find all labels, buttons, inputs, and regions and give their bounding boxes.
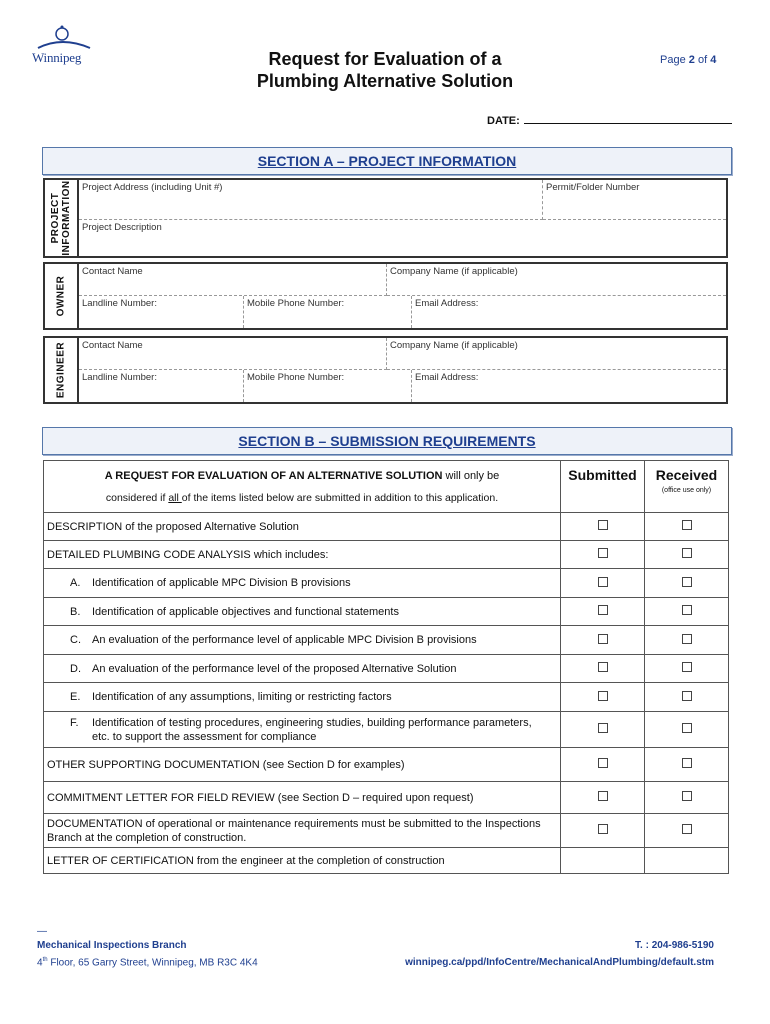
page-number: Page 2 of 4 [660, 54, 717, 66]
engineer-landline-field[interactable]: Landline Number: [79, 370, 244, 402]
footer-phone: T. : 204-986-5190 [635, 940, 714, 951]
submitted-checkbox[interactable] [598, 824, 608, 834]
permit-number-field[interactable]: Permit/Folder Number [543, 180, 726, 220]
requirement-text: A. Identification of applicable MPC Division B provisions [44, 569, 561, 598]
project-description-field[interactable]: Project Description [82, 222, 162, 233]
received-empty-cell [645, 848, 729, 874]
received-checkbox[interactable] [682, 520, 692, 530]
received-checkbox[interactable] [682, 758, 692, 768]
submitted-checkbox[interactable] [598, 605, 608, 615]
date-input-line[interactable] [524, 113, 732, 124]
section-a-header: SECTION A – PROJECT INFORMATION [42, 147, 732, 175]
submitted-checkbox[interactable] [598, 520, 608, 530]
engineer-contact-name-field[interactable]: Contact Name [79, 338, 387, 370]
date-label: DATE: [487, 115, 520, 127]
owner-block [43, 262, 728, 330]
requirement-text: DOCUMENTATION of operational or maintenance requirements must be submitted to the Inspections Branch at the completion of construction. [44, 814, 561, 848]
submission-requirements-table [43, 460, 729, 874]
submitted-checkbox[interactable] [598, 634, 608, 644]
engineer-company-name-field[interactable]: Company Name (if applicable) [387, 338, 726, 370]
submitted-checkbox[interactable] [598, 577, 608, 587]
document-title: Request for Evaluation of a Plumbing Alternative Solution [256, 49, 514, 91]
received-checkbox[interactable] [682, 723, 692, 733]
requirement-text: COMMITMENT LETTER FOR FIELD REVIEW (see Section D – required upon request) [44, 782, 561, 814]
table-row [44, 598, 729, 626]
requirement-text: OTHER SUPPORTING DOCUMENTATION (see Section D for examples) [44, 748, 561, 782]
owner-email-field[interactable]: Email Address: [415, 298, 479, 309]
table-row [44, 541, 729, 569]
submitted-checkbox[interactable] [598, 758, 608, 768]
submitted-checkbox[interactable] [598, 723, 608, 733]
footer-url-link[interactable]: winnipeg.ca/ppd/InfoCentre/MechanicalAndPlumbing/default.stm [405, 957, 714, 968]
footer-address: 4th Floor, 65 Garry Street, Winnipeg, MB R3C 4K4 [37, 957, 258, 969]
engineer-mobile-field[interactable]: Mobile Phone Number: [244, 370, 412, 402]
received-checkbox[interactable] [682, 791, 692, 801]
requirement-text: DETAILED PLUMBING CODE ANALYSIS which includes: [44, 541, 561, 569]
table-row [44, 848, 729, 874]
received-checkbox[interactable] [682, 824, 692, 834]
table-row [44, 569, 729, 598]
submitted-checkbox[interactable] [598, 791, 608, 801]
requirement-text: D. An evaluation of the performance level of the proposed Alternative Solution [44, 655, 561, 683]
project-side-label: PROJECT INFORMATION [45, 180, 79, 256]
table-row [44, 513, 729, 541]
received-checkbox[interactable] [682, 691, 692, 701]
engineer-email-field[interactable]: Email Address: [415, 372, 479, 383]
winnipeg-logo [30, 22, 100, 72]
submitted-checkbox[interactable] [598, 662, 608, 672]
date-field[interactable] [487, 113, 732, 127]
received-checkbox[interactable] [682, 548, 692, 558]
requirement-text: B. Identification of applicable objectives and functional statements [44, 598, 561, 626]
table-row [44, 748, 729, 782]
requirement-text: DESCRIPTION of the proposed Alternative Solution [44, 513, 561, 541]
owner-company-name-field[interactable]: Company Name (if applicable) [387, 264, 726, 296]
received-column-header: Received (office use only) [645, 461, 729, 513]
footer-branch: Mechanical Inspections Branch [37, 940, 187, 951]
table-row [44, 655, 729, 683]
received-checkbox[interactable] [682, 634, 692, 644]
owner-landline-field[interactable]: Landline Number: [79, 296, 244, 328]
table-header-row [44, 461, 729, 513]
footer-dash: — [37, 926, 47, 937]
table-row [44, 626, 729, 655]
submitted-checkbox[interactable] [598, 691, 608, 701]
logo-text: Winnipeg [32, 50, 82, 65]
table-row [44, 814, 729, 848]
engineer-block [43, 336, 728, 404]
project-information-block [43, 178, 728, 258]
table-row [44, 683, 729, 712]
section-b-header: SECTION B – SUBMISSION REQUIREMENTS [42, 427, 732, 455]
requirements-intro: A REQUEST FOR EVALUATION OF AN ALTERNATIVE SOLUTION will only be considered if all of the items listed below are submitted in addition to this application. [44, 461, 561, 513]
requirement-text: C. An evaluation of the performance level of applicable MPC Division B provisions [44, 626, 561, 655]
received-checkbox[interactable] [682, 605, 692, 615]
requirement-text: LETTER OF CERTIFICATION from the engineer at the completion of construction [44, 848, 561, 874]
table-row [44, 782, 729, 814]
received-checkbox[interactable] [682, 577, 692, 587]
owner-contact-name-field[interactable]: Contact Name [79, 264, 387, 296]
received-checkbox[interactable] [682, 662, 692, 672]
requirement-text: E. Identification of any assumptions, limiting or restricting factors [44, 683, 561, 712]
engineer-side-label: ENGINEER [45, 338, 79, 402]
owner-side-label: OWNER [45, 264, 79, 328]
project-address-field[interactable]: Project Address (including Unit #) [79, 180, 543, 220]
winnipeg-logo-icon [30, 22, 100, 52]
submitted-checkbox[interactable] [598, 548, 608, 558]
requirement-text: F. Identification of testing procedures, engineering studies, building performance parameters, etc. to support the assessment for compliance [44, 712, 561, 748]
submitted-column-header: Submitted [561, 461, 645, 513]
table-row [44, 712, 729, 748]
owner-mobile-field[interactable]: Mobile Phone Number: [244, 296, 412, 328]
submitted-empty-cell [561, 848, 645, 874]
